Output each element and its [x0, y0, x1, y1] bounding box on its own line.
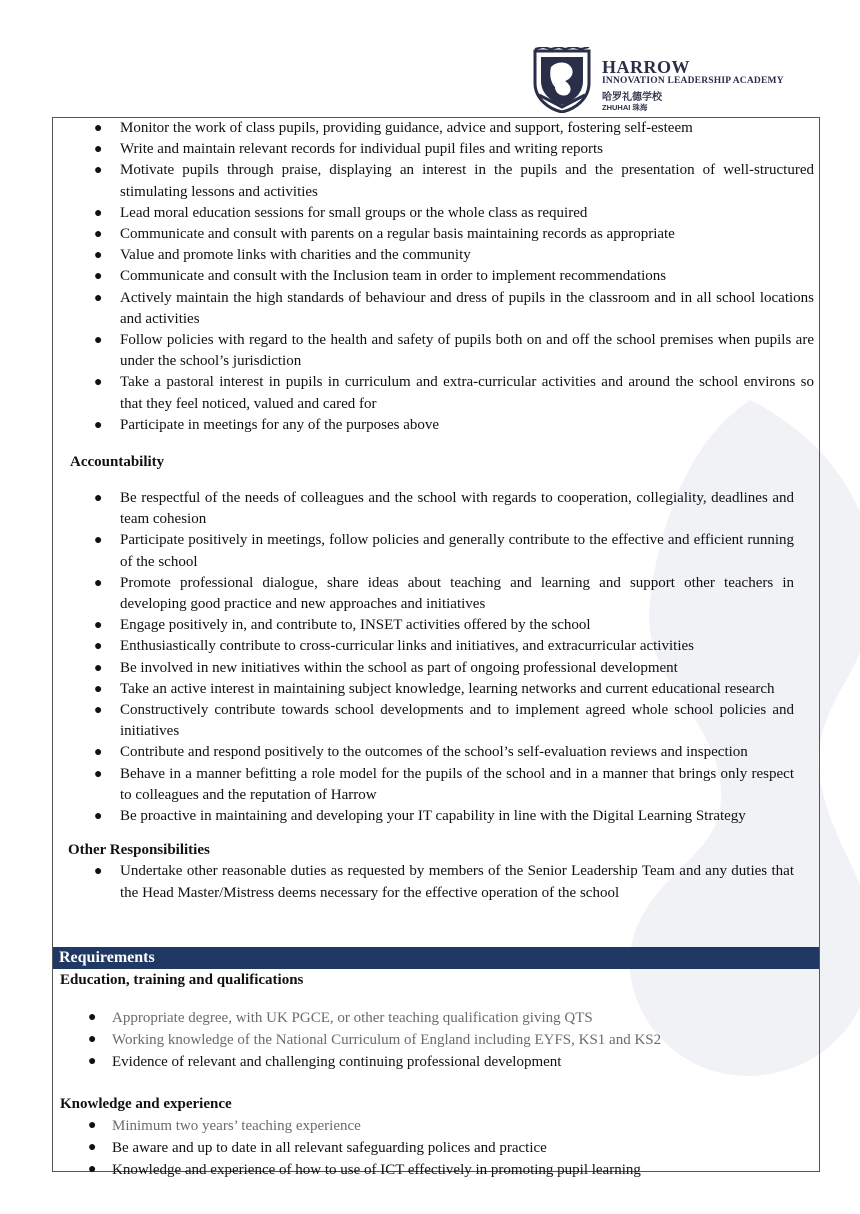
bullet-icon: ●: [94, 375, 103, 391]
bullet-icon: ●: [94, 766, 103, 782]
accountability-list: [52, 488, 820, 827]
bullet-icon: ●: [88, 1140, 97, 1155]
logo-title: HARROW: [602, 57, 690, 77]
list-item: ● Undertake other reasonable duties as requested by members of the Senior Leadership Team and any duties that the Head Master/Mistress deems necessary for the effective operation of the school: [94, 863, 794, 901]
bullet-icon: ●: [88, 1162, 97, 1177]
list-item: ● Motivate pupils through praise, displaying an interest in the pupils and the presentation of well-structured stimulating lessons and activities: [94, 162, 814, 200]
list-item: ● Monitor the work of class pupils, providing guidance, advice and support, fostering self-esteem: [52, 118, 820, 139]
list-item: ● Be aware and up to date in all relevant safeguarding polices and practice: [52, 1137, 820, 1159]
list-item: ● Take a pastoral interest in pupils in curriculum and extra-curricular activities and around the school environs so that they feel noticed, valued and cared for: [94, 374, 814, 412]
bullet-icon: ●: [94, 491, 103, 507]
list-item: ● Participate positively in meetings, follow policies and generally contribute to the effective and efficient running of the school: [94, 532, 794, 570]
knowledge-heading: Knowledge and experience: [60, 1096, 232, 1112]
list-item: ● Be proactive in maintaining and developing your IT capability in line with the Digital Learning Strategy: [52, 806, 820, 827]
bullet-icon: ●: [94, 745, 103, 761]
bullet-icon: ●: [88, 1010, 97, 1025]
bullet-icon: ●: [94, 227, 103, 243]
bullet-icon: ●: [94, 269, 103, 285]
bullet-icon: ●: [88, 1054, 97, 1069]
list-item: ● Promote professional dialogue, share ideas about teaching and learning and support other teachers in developing good practice and new approaches and initiatives: [94, 574, 794, 613]
list-item: ● Appropriate degree, with UK PGCE, or other teaching qualification giving QTS: [52, 1007, 820, 1029]
bullet-icon: ●: [94, 290, 103, 306]
bullet-icon: ●: [94, 864, 103, 880]
bullet-icon: ●: [94, 142, 103, 158]
bullet-icon: ●: [94, 703, 103, 719]
list-item: ● Lead moral education sessions for small groups or the whole class as required: [52, 203, 820, 224]
bullet-icon: ●: [94, 660, 103, 676]
list-item: ● Behave in a manner befitting a role model for the pupils of the school and in a manner that brings only respect to colleagues and the reputation of Harrow: [94, 765, 794, 803]
list-item: ● Engage positively in, and contribute to, INSET activities offered by the school: [52, 615, 820, 636]
bullet-icon: ●: [94, 205, 103, 221]
bullet-icon: ●: [94, 639, 103, 655]
list-item: ● Follow policies with regard to the health and safety of pupils both on and off the school premises when pupils are under the school’s jurisdiction: [94, 332, 814, 370]
logo-subtitle: INNOVATION LEADERSHIP ACADEMY: [602, 76, 784, 86]
other-responsibilities-list: [52, 861, 820, 903]
list-item: ● Participate in meetings for any of the purposes above: [52, 415, 820, 436]
other-responsibilities-heading: Other Responsibilities: [68, 842, 210, 859]
logo-chinese-name: 哈罗礼德学校: [602, 92, 662, 103]
logo-city: ZHUHAI 珠海: [602, 103, 648, 112]
bullet-icon: ●: [94, 809, 103, 825]
list-item: ● Communicate and consult with parents on a regular basis maintaining records as appropriate: [52, 224, 820, 245]
bullet-icon: ●: [94, 618, 103, 634]
list-item: ● Be respectful of the needs of colleagues and the school with regards to cooperation, collegiality, deadlines and team cohesion: [94, 490, 794, 528]
bullet-icon: ●: [88, 1118, 97, 1133]
list-item: ● Actively maintain the high standards of behaviour and dress of pupils in the classroom and in all school locations and activities: [94, 289, 814, 327]
crest-icon: [531, 47, 593, 113]
list-item: ● Contribute and respond positively to the outcomes of the school’s self-evaluation reviews and inspection: [52, 742, 820, 763]
list-item: ● Value and promote links with charities and the community: [52, 245, 820, 266]
bullet-icon: ●: [94, 533, 103, 549]
requirements-section: [52, 969, 820, 1181]
accountability-heading: Accountability: [70, 454, 165, 471]
education-heading: Education, training and qualifications: [60, 972, 304, 988]
bullet-icon: ●: [94, 248, 103, 264]
bullet-icon: ●: [94, 333, 103, 349]
bullet-icon: ●: [94, 121, 103, 136]
list-item: ● Knowledge and experience of how to use of ICT effectively in promoting pupil learning: [52, 1159, 820, 1181]
responsibilities-content: [52, 118, 820, 904]
list-item: ● Minimum two years’ teaching experience: [52, 1115, 820, 1137]
bullet-icon: ●: [94, 575, 103, 591]
list-item: ● Enthusiastically contribute to cross-curricular links and initiatives, and extracurricular activities: [52, 636, 820, 657]
bullet-icon: ●: [94, 417, 103, 433]
list-item: ● Evidence of relevant and challenging continuing professional development: [52, 1051, 820, 1073]
bullet-icon: ●: [94, 681, 103, 697]
education-list: [52, 1007, 820, 1073]
list-item: ● Working knowledge of the National Curriculum of England including EYFS, KS1 and KS2: [52, 1029, 820, 1051]
bullet-icon: ●: [88, 1032, 97, 1047]
knowledge-list: [52, 1115, 820, 1181]
list-item: ● Take an active interest in maintaining subject knowledge, learning networks and current educational research: [52, 679, 820, 700]
duties-list: [52, 118, 820, 436]
list-item: ● Constructively contribute towards school developments and to implement agreed whole school policies and initiatives: [94, 702, 794, 740]
bullet-icon: ●: [94, 163, 103, 179]
school-logo: [531, 47, 811, 117]
list-item: ● Be involved in new initiatives within the school as part of ongoing professional development: [52, 658, 820, 679]
list-item: ● Communicate and consult with the Inclusion team in order to implement recommendations: [52, 266, 820, 287]
requirements-header: Requirements: [53, 947, 819, 969]
list-item: ● Write and maintain relevant records for individual pupil files and writing reports: [52, 139, 820, 160]
